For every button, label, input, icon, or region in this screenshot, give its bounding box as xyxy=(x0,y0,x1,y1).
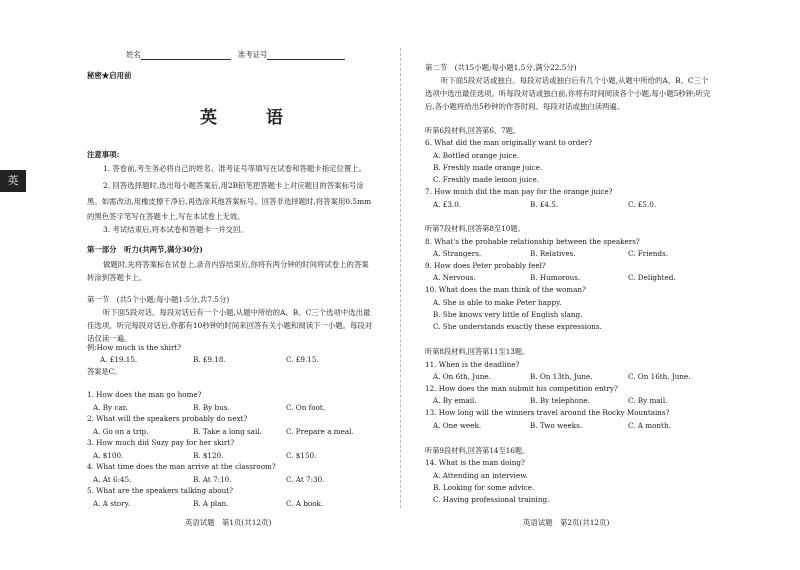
section2-heading: 第二节 (共15小题;每小题1.5分,满分22.5分) xyxy=(425,63,577,72)
part1-heading: 第一部分 听力(共两节,满分30分) xyxy=(87,245,203,254)
question: 13. How long will the winners travel around the Rocky Mountains? xyxy=(425,408,670,417)
option: B. She knows very little of English slang. xyxy=(433,310,583,319)
option: A. A story. xyxy=(93,499,130,508)
option: A. At 6:45. xyxy=(93,475,132,484)
exam-no-blank xyxy=(267,51,345,60)
question: 12. How does the man submit his competition entry? xyxy=(425,384,618,393)
secret-mark: 秘密★启用前 xyxy=(87,71,132,80)
question: 2. What will the speakers probably do next? xyxy=(87,414,248,423)
option: B. On 13th, June. xyxy=(530,372,593,381)
question: 3. How much did Suzy pay for her skirt? xyxy=(87,438,235,447)
section2-desc: 听下面5段对话或独白。每段对话或独白后有几个小题,从题中所给的A、B、C三个选项中选出最佳选项。听每段对话或独白前,你将有时间阅读各个小题,每小题5秒钟;听完后,各小题将给出5秒钟的作答时间。每段对话或独白读两遍。 xyxy=(425,76,711,111)
group-heading: 听第9段材料,回答第14至16题。 xyxy=(425,446,530,455)
option: A. Strangers. xyxy=(433,249,482,258)
option: B. Humorous. xyxy=(530,273,581,282)
option: B. At 7:10. xyxy=(193,475,232,484)
option: A. Nervous. xyxy=(433,273,476,282)
option: C. £5.0. xyxy=(628,200,657,209)
option: C. At 7:30. xyxy=(286,475,325,484)
section1-desc: 听下面5段对话。每段对话后有一个小题,从题中所给的A、B、C三个选项中选出最佳选项。听完每段对话后,你都有10秒钟的时间来回答有关小题和阅读下一小题。每段对话仅读一遍。 xyxy=(87,308,373,343)
group-heading: 听第8段材料,回答第11至13题。 xyxy=(425,347,530,356)
option: C. Delighted. xyxy=(628,273,676,282)
question: 9. How does Peter probably feel? xyxy=(425,261,546,270)
question: 6. What did the man originally want to order? xyxy=(425,138,592,147)
option: C. A month. xyxy=(628,421,671,430)
example-question: 例:How much is the shirt? xyxy=(87,343,182,352)
question: 5. What are the speakers talking about? xyxy=(87,486,234,495)
option: A. Attending an interview. xyxy=(433,471,528,480)
question: 11. When is the deadline? xyxy=(425,360,520,369)
example-option: A. £19.15. xyxy=(100,355,138,364)
option: B. Looking for some advice. xyxy=(433,483,535,492)
option: C. A book. xyxy=(286,499,324,508)
option: A. On 6th, June. xyxy=(433,372,491,381)
option: A. She is able to make Peter happy. xyxy=(433,298,562,307)
notice-heading: 注意事项: xyxy=(87,150,120,159)
notice-item: 2. 回答选择题时,选出每小题答案后,用2B铅笔把答题卡上对应题目的答案标号涂黑。如需改动,用橡皮擦干净后,再选涂其他答案标号。回答非选择题时,将答案用0.5mm的黑色签字笔写在答题卡上,写在本试卷上无效。 xyxy=(87,181,372,221)
name-blank xyxy=(141,51,231,60)
page-footer: 英语试题 第1页(共12页) xyxy=(185,518,272,527)
question: 1. How does the man go home? xyxy=(87,390,202,399)
option: B. Two weeks. xyxy=(530,421,583,430)
subject-side-tab: 英 xyxy=(0,170,26,192)
example-option: C. £9.15. xyxy=(286,355,319,364)
example-answer: 答案是C。 xyxy=(87,367,122,376)
option: B. A plan. xyxy=(193,499,229,508)
option: C. Prepare a meal. xyxy=(286,427,354,436)
option: C. On foot. xyxy=(286,403,326,412)
option: A. $100. xyxy=(93,451,124,460)
option: A. £3.0. xyxy=(433,200,462,209)
option: B. By bus. xyxy=(193,403,230,412)
option: C. Freshly made lemon juice. xyxy=(433,175,540,184)
option: B. By telephone. xyxy=(530,396,590,405)
option: C. $150. xyxy=(286,451,317,460)
option: B. $120. xyxy=(193,451,224,460)
option: C. By mail. xyxy=(628,396,668,405)
notice-item: 1. 答卷前,考生务必将自己的姓名、准考证号等填写在试卷和答题卡指定位置上。 xyxy=(103,164,367,173)
option: C. Friends. xyxy=(628,249,668,258)
option: A. One week. xyxy=(433,421,482,430)
notice-item: 3. 考试结束后,将本试卷和答题卡一并交回。 xyxy=(103,225,248,234)
name-label: 姓名 xyxy=(126,50,141,59)
question: 4. What time does the man arrive at the classroom? xyxy=(87,462,276,471)
option: A. Go on a trip. xyxy=(93,427,149,436)
question: 10. What does the man think of the woman? xyxy=(425,285,586,294)
option: C. On 16th, June. xyxy=(628,372,691,381)
candidate-info-line xyxy=(126,50,345,60)
question: 14. What is the man doing? xyxy=(425,458,525,467)
option: B. Take a long sail. xyxy=(193,427,262,436)
option: A. By email. xyxy=(433,396,477,405)
section1-heading: 第一节 (共5个小题;每小题1.5分,共7.5分) xyxy=(87,295,230,304)
option: C. She understands exactly these expressions. xyxy=(433,322,602,331)
option: C. Having professional training. xyxy=(433,495,550,504)
exam-no-label: 准考证号 xyxy=(237,50,268,59)
option: A. Bottled orange juice. xyxy=(433,151,520,160)
option: B. Relatives. xyxy=(530,249,576,258)
option: A. By car. xyxy=(93,403,128,412)
part1-desc: 做题时,先将答案标在试卷上,录音内容结束后,你将有两分钟的时间将试卷上的答案转涂到答题卡上。 xyxy=(87,260,369,282)
page-footer: 英语试题 第2页(共12页) xyxy=(523,518,610,527)
option: B. Freshly made orange juice. xyxy=(433,163,543,172)
group-heading: 听第7段材料,回答第8至10题。 xyxy=(425,224,525,233)
example-option: B. £9.18. xyxy=(193,355,226,364)
page-divider xyxy=(400,48,401,508)
option: B. £4.5. xyxy=(530,200,559,209)
group-heading: 听第6段材料,回答第6、7题。 xyxy=(425,126,521,135)
question: 8. What's the probable relationship between the speakers? xyxy=(425,237,640,246)
exam-title: 英 语 xyxy=(200,108,299,128)
question: 7. How much did the man pay for the orange juice? xyxy=(425,187,613,196)
